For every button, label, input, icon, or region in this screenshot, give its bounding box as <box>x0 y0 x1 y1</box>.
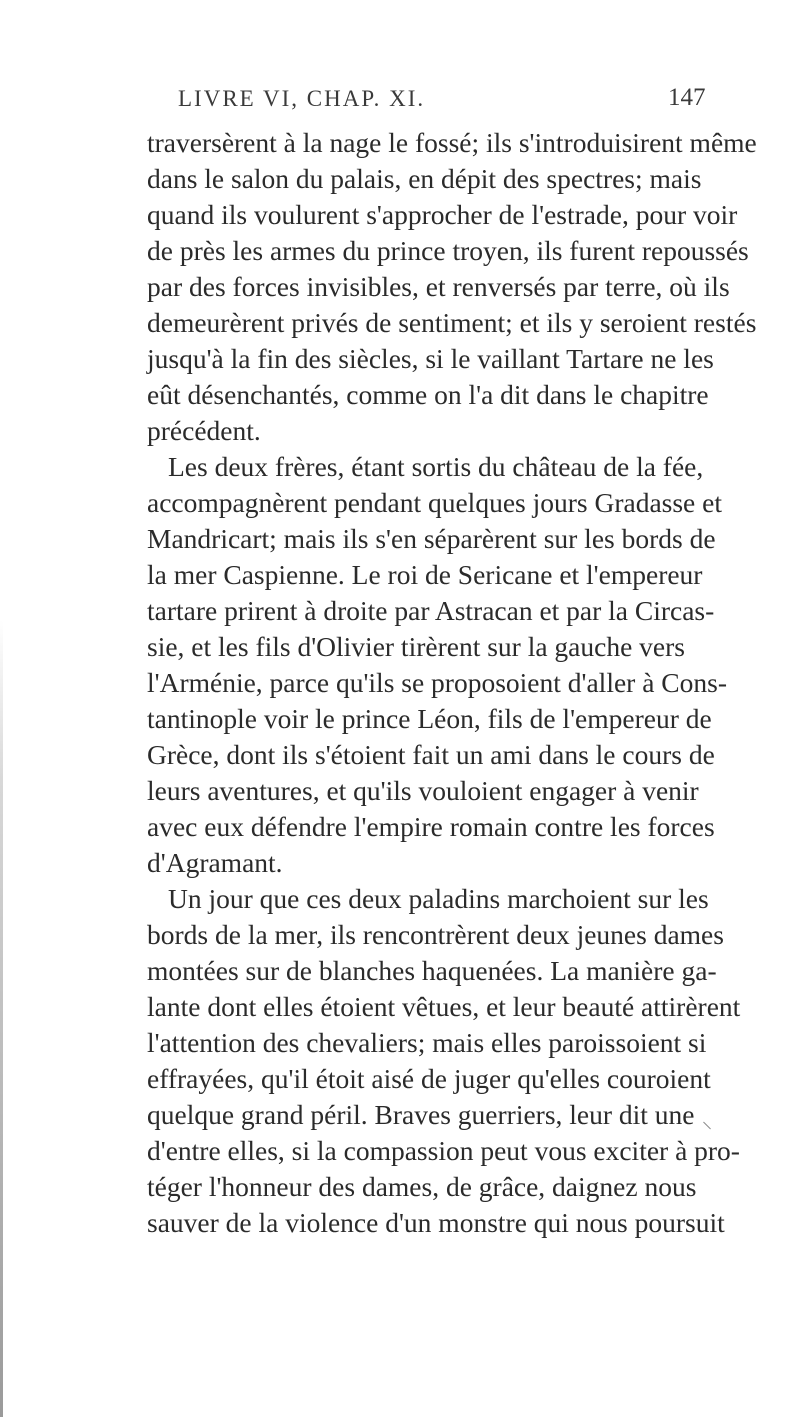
text-line: l'Arménie, parce qu'ils se proposoient d'aller à Cons- <box>147 667 727 698</box>
text-line: de près les armes du prince troyen, ils furent repoussés <box>147 235 749 266</box>
text-line: montées sur de blanches haquenées. La manière ga- <box>147 955 717 986</box>
paragraph-start-line: Les deux frères, étant sortis du château de la fée, <box>168 451 704 482</box>
text-line: sie, et les fils d'Olivier tirèrent sur la gauche vers <box>147 631 685 662</box>
text-line: sauver de la violence d'un monstre qui nous poursuit <box>147 1207 725 1238</box>
text-line: Mandricart; mais ils s'en séparèrent sur les bords de <box>147 523 716 554</box>
text-line: effrayées, qu'il étoit aisé de juger qu'elles couroient <box>147 1063 711 1094</box>
text-line: l'attention des chevaliers; mais elles paroissoient si <box>147 1027 707 1058</box>
binding-edge <box>0 620 3 1417</box>
text-line: avec eux défendre l'empire romain contre les forces <box>147 811 715 842</box>
text-line: Grèce, dont ils s'étoient fait un ami dans le cours de <box>147 739 715 770</box>
text-line: dans le salon du palais, en dépit des spectres; mais <box>147 163 702 194</box>
text-line: leurs aventures, et qu'ils vouloient engager à venir <box>147 775 699 806</box>
text-line: accompagnèrent pendant quelques jours Gradasse et <box>147 487 722 518</box>
text-line: par des forces invisibles, et renversés par terre, où ils <box>147 271 730 302</box>
text-line: lante dont elles étoient vêtues, et leur beauté attirèrent <box>147 991 741 1022</box>
page-number: 147 <box>668 84 706 111</box>
stray-ink-mark <box>703 1122 711 1130</box>
text-line: traversèrent à la nage le fossé; ils s'introduisirent même <box>147 127 757 158</box>
text-line: la mer Caspienne. Le roi de Sericane et l'empereur <box>147 559 703 590</box>
paragraph-start-line: Un jour que ces deux paladins marchoient sur les <box>168 883 709 914</box>
text-line: tantinople voir le prince Léon, fils de l'empereur de <box>147 703 712 734</box>
text-line: eût désenchantés, comme on l'a dit dans le chapitre <box>147 379 709 410</box>
running-head: LIVRE VI, CHAP. XI. <box>178 86 426 111</box>
text-line: quelque grand péril. Braves guerriers, leur dit une <box>147 1099 695 1130</box>
text-line: téger l'honneur des dames, de grâce, daignez nous <box>147 1171 697 1202</box>
text-line: bords de la mer, ils rencontrèrent deux jeunes dames <box>147 919 724 950</box>
text-line: d'Agramant. <box>147 847 283 878</box>
text-line: jusqu'à la fin des siècles, si le vaillant Tartare ne les <box>147 343 714 374</box>
text-line: demeurèrent privés de sentiment; et ils y seroient restés <box>147 307 757 338</box>
text-line: précédent. <box>147 415 261 446</box>
text-line: tartare prirent à droite par Astracan et par la Circas- <box>147 595 715 626</box>
text-line: d'entre elles, si la compassion peut vous exciter à pro- <box>147 1135 740 1166</box>
text-line: quand ils voulurent s'approcher de l'estrade, pour voir <box>147 199 738 230</box>
